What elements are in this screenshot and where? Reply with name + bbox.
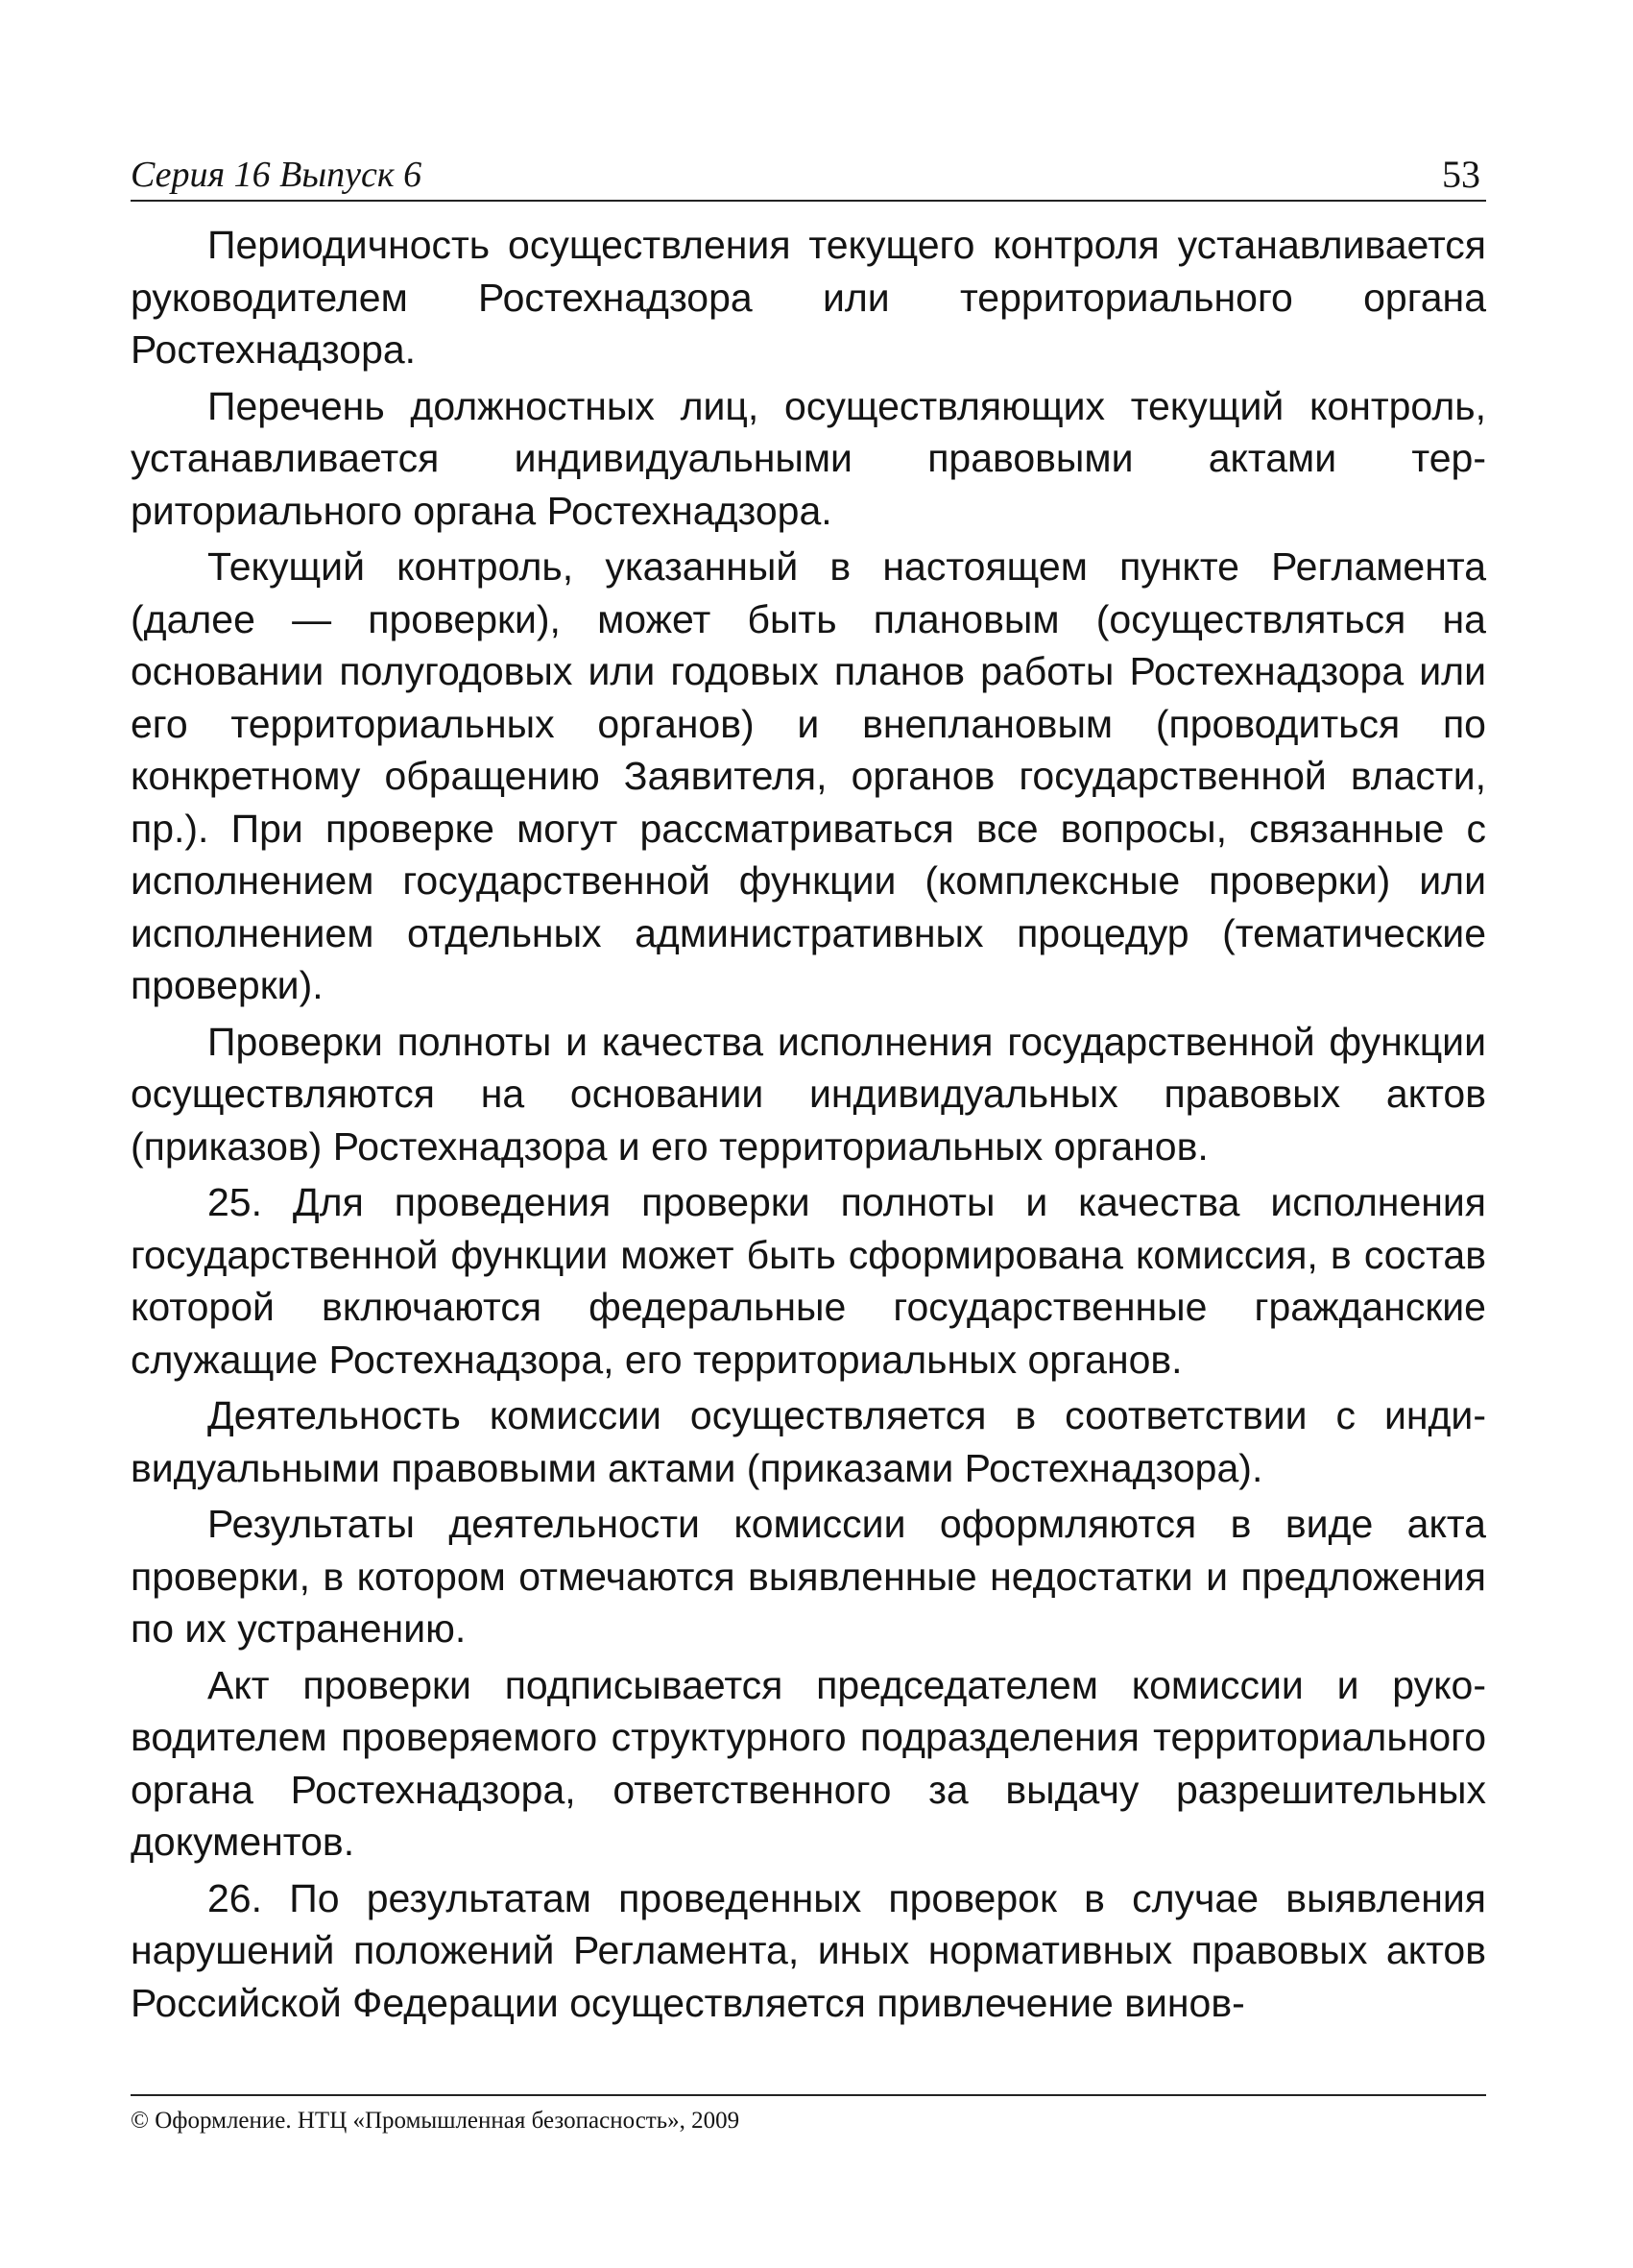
paragraph: Результаты деятельности комиссии оформляются в виде акта проверки, в котором отмечаются выявленные недостатки и предложения по их устранению. (131, 1502, 1486, 1651)
series-title: Серия 16 Выпуск 6 (131, 155, 422, 195)
copyright-notice: © Оформление. НТЦ «Промышленная безопасность», 2009 (131, 2108, 740, 2134)
paragraph: Перечень должностных лиц, осуществляющих текущий контроль, устанавливается индивидуальными правовыми актами территориального органа Ростехнадзора. (131, 383, 1486, 533)
page-footer (131, 2094, 1486, 2136)
page-header (131, 144, 1486, 202)
paragraph: Деятельность комиссии осуществляется в соответствии с индивидуальными правовыми актами (приказами Ростехнадзора). (131, 1393, 1486, 1490)
paragraph: Периодичность осуществления текущего контроля устанавливается руководителем Ростехнадзора или территориального органа Ростехнадзора. (131, 223, 1486, 372)
paragraph-item-26: 26. По результатам проведенных проверок в случае выявления нарушений положений Регламента, иных нормативных правовых актов Российской Федерации осуществляется привлечение винов- (131, 1875, 1486, 2025)
page-number: 53 (1442, 153, 1480, 196)
paragraph: Акт проверки подписывается председателем комиссии и руководителем проверяемого структурного подразделения территориального органа Ростехнадзора, ответственного за выдачу разрешительных документов. (131, 1662, 1486, 1864)
paragraph: Текущий контроль, указанный в настоящем пункте Регламента (далее — проверки), может быть плановым (осуществляться на основании полугодовых или годовых планов работы Ростехнадзора или его территориальных органов) и внеплановым (проводиться по конкретному обращению Заявителя, органов государственной власти, пр.). При проверке могут рассматриваться все вопросы, связанные с исполнением государственной функции (комплексные проверки) или исполнением отдельных административных процедур (тематические проверки). (131, 544, 1486, 1007)
body-text (131, 219, 1486, 2033)
paragraph-item-25: 25. Для проведения проверки полноты и качества исполнения государственной функции может быть сформирована комиссия, в состав которой включаются федеральные государственные гражданские служащие Ростехнадзора, его территориальных органов. (131, 1180, 1486, 1382)
paragraph: Проверки полноты и качества исполнения государственной функции осуществляются на основании индивидуальных правовых актов (приказов) Ростехнадзора и его территориальных органов. (131, 1019, 1486, 1169)
